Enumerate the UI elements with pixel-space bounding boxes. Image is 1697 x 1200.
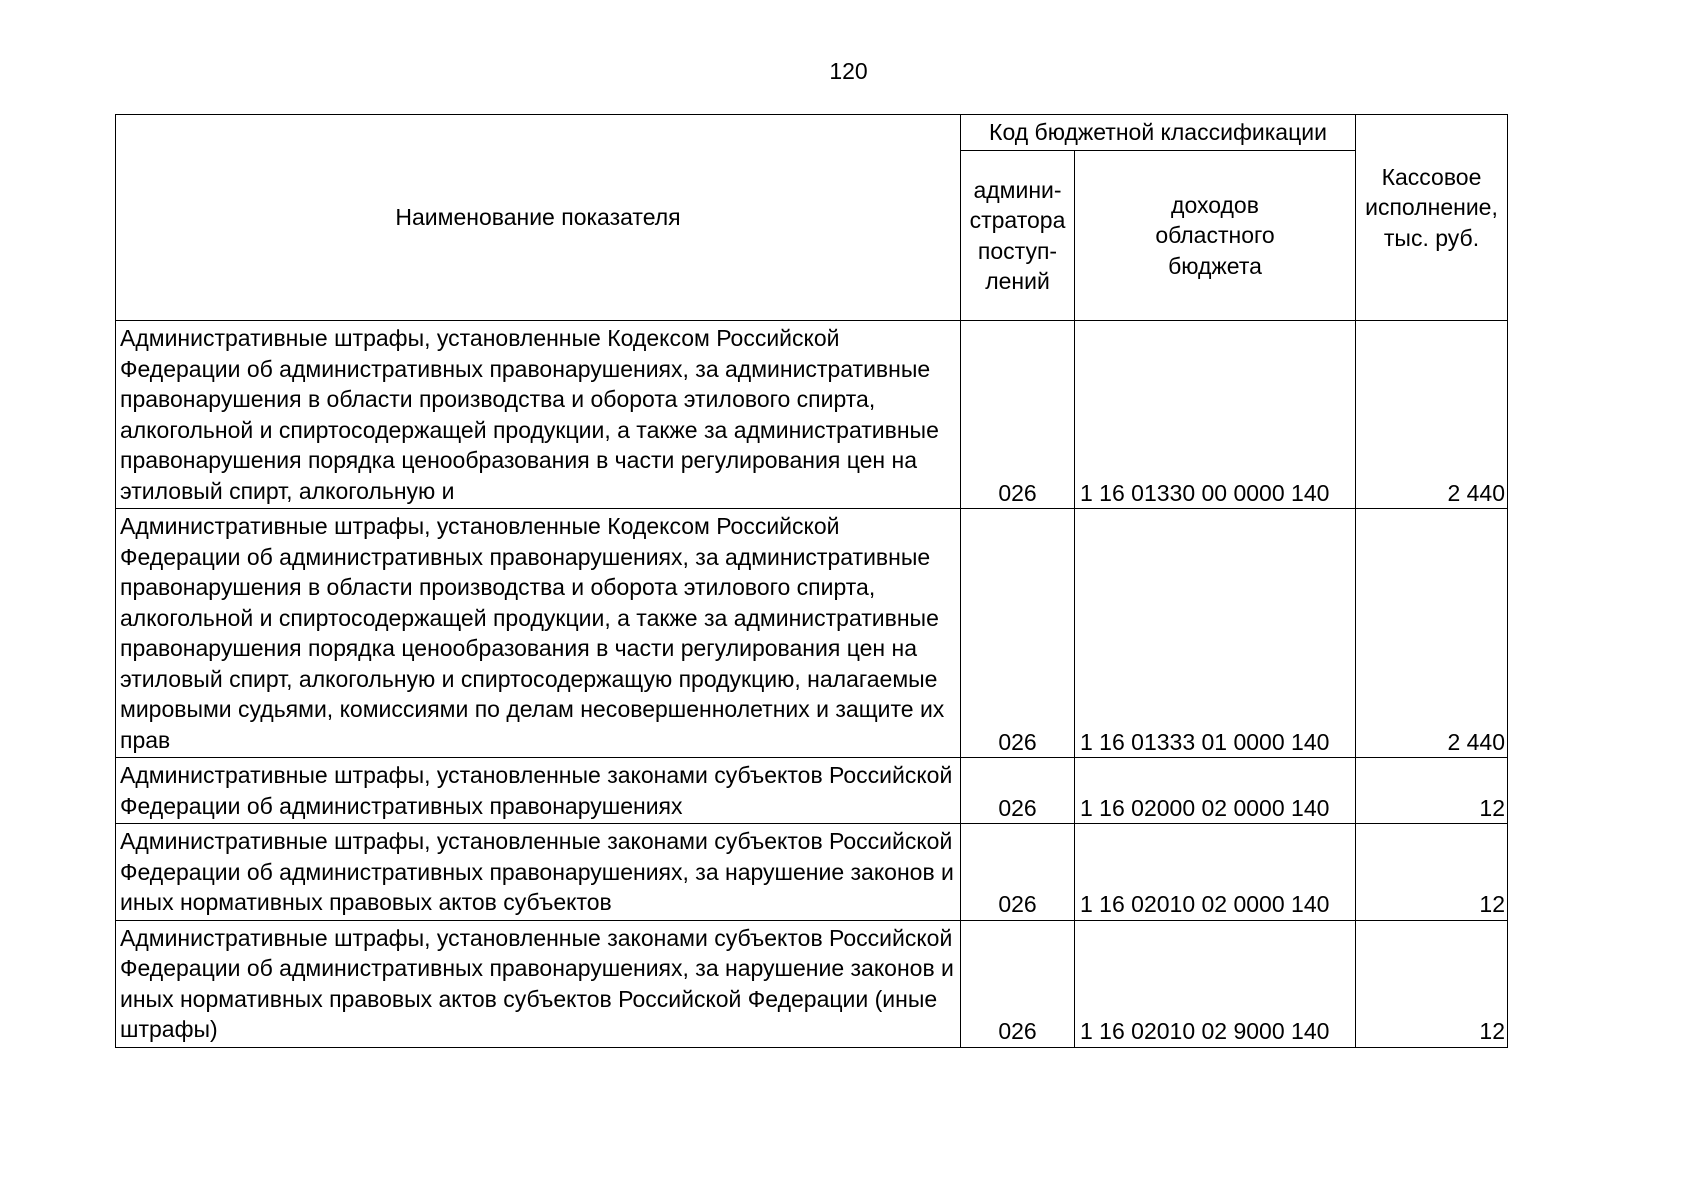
- row-income-code: 1 16 02010 02 9000 140: [1075, 920, 1356, 1047]
- header-admin: админи- стратора поступ- лений: [961, 151, 1075, 321]
- row-income-code: 1 16 02010 02 0000 140: [1075, 824, 1356, 921]
- row-income-code: 1 16 02000 02 0000 140: [1075, 758, 1356, 824]
- table-row: [116, 321, 1508, 509]
- budget-table: [115, 114, 1508, 1048]
- table-row: [116, 920, 1508, 1047]
- table-row: [116, 758, 1508, 824]
- row-admin-code: 026: [961, 758, 1075, 824]
- row-admin-code: 026: [961, 824, 1075, 921]
- row-admin-code: 026: [961, 321, 1075, 509]
- row-amount: 2 440: [1356, 509, 1508, 758]
- header-name: Наименование показателя: [116, 115, 961, 321]
- table-row: [116, 509, 1508, 758]
- table-row: [116, 824, 1508, 921]
- row-admin-code: 026: [961, 920, 1075, 1047]
- row-income-code: 1 16 01330 00 0000 140: [1075, 321, 1356, 509]
- row-amount: 12: [1356, 758, 1508, 824]
- row-name: Административные штрафы, установленные законами субъектов Российской Федерации об административных правонарушениях, за нарушение законов и иных нормативных правовых актов субъектов Российской Федерации (иные штрафы): [116, 920, 961, 1047]
- row-name: Административные штрафы, установленные Кодексом Российской Федерации об административных правонарушениях, за административные правонарушения в области производства и оборота этилового спирта, алкогольной и спиртосодержащей продукции, а также за административные правонарушения порядка ценообразования в части регулирования цен на этиловый спирт, алкогольную и: [116, 321, 961, 509]
- page-number: 120: [829, 58, 868, 84]
- header-amount: Кассовое исполнение, тыс. руб.: [1356, 115, 1508, 321]
- row-amount: 12: [1356, 920, 1508, 1047]
- row-admin-code: 026: [961, 509, 1075, 758]
- header-income: доходов областного бюджета: [1075, 151, 1356, 321]
- row-income-code: 1 16 01333 01 0000 140: [1075, 509, 1356, 758]
- row-amount: 2 440: [1356, 321, 1508, 509]
- row-name: Административные штрафы, установленные Кодексом Российской Федерации об административных правонарушениях, за административные правонарушения в области производства и оборота этилового спирта, алкогольной и спиртосодержащей продукции, а также за административные правонарушения порядка ценообразования в части регулирования цен на этиловый спирт, алкогольную и спиртосодержащую продукцию, налагаемые мировыми судьями, комиссиями по делам несовершеннолетних и защите их прав: [116, 509, 961, 758]
- row-amount: 12: [1356, 824, 1508, 921]
- row-name: Административные штрафы, установленные законами субъектов Российской Федерации об административных правонарушениях, за нарушение законов и иных нормативных правовых актов субъектов: [116, 824, 961, 921]
- header-code-group: Код бюджетной классификации: [961, 115, 1356, 151]
- row-name: Административные штрафы, установленные законами субъектов Российской Федерации об административных правонарушениях: [116, 758, 961, 824]
